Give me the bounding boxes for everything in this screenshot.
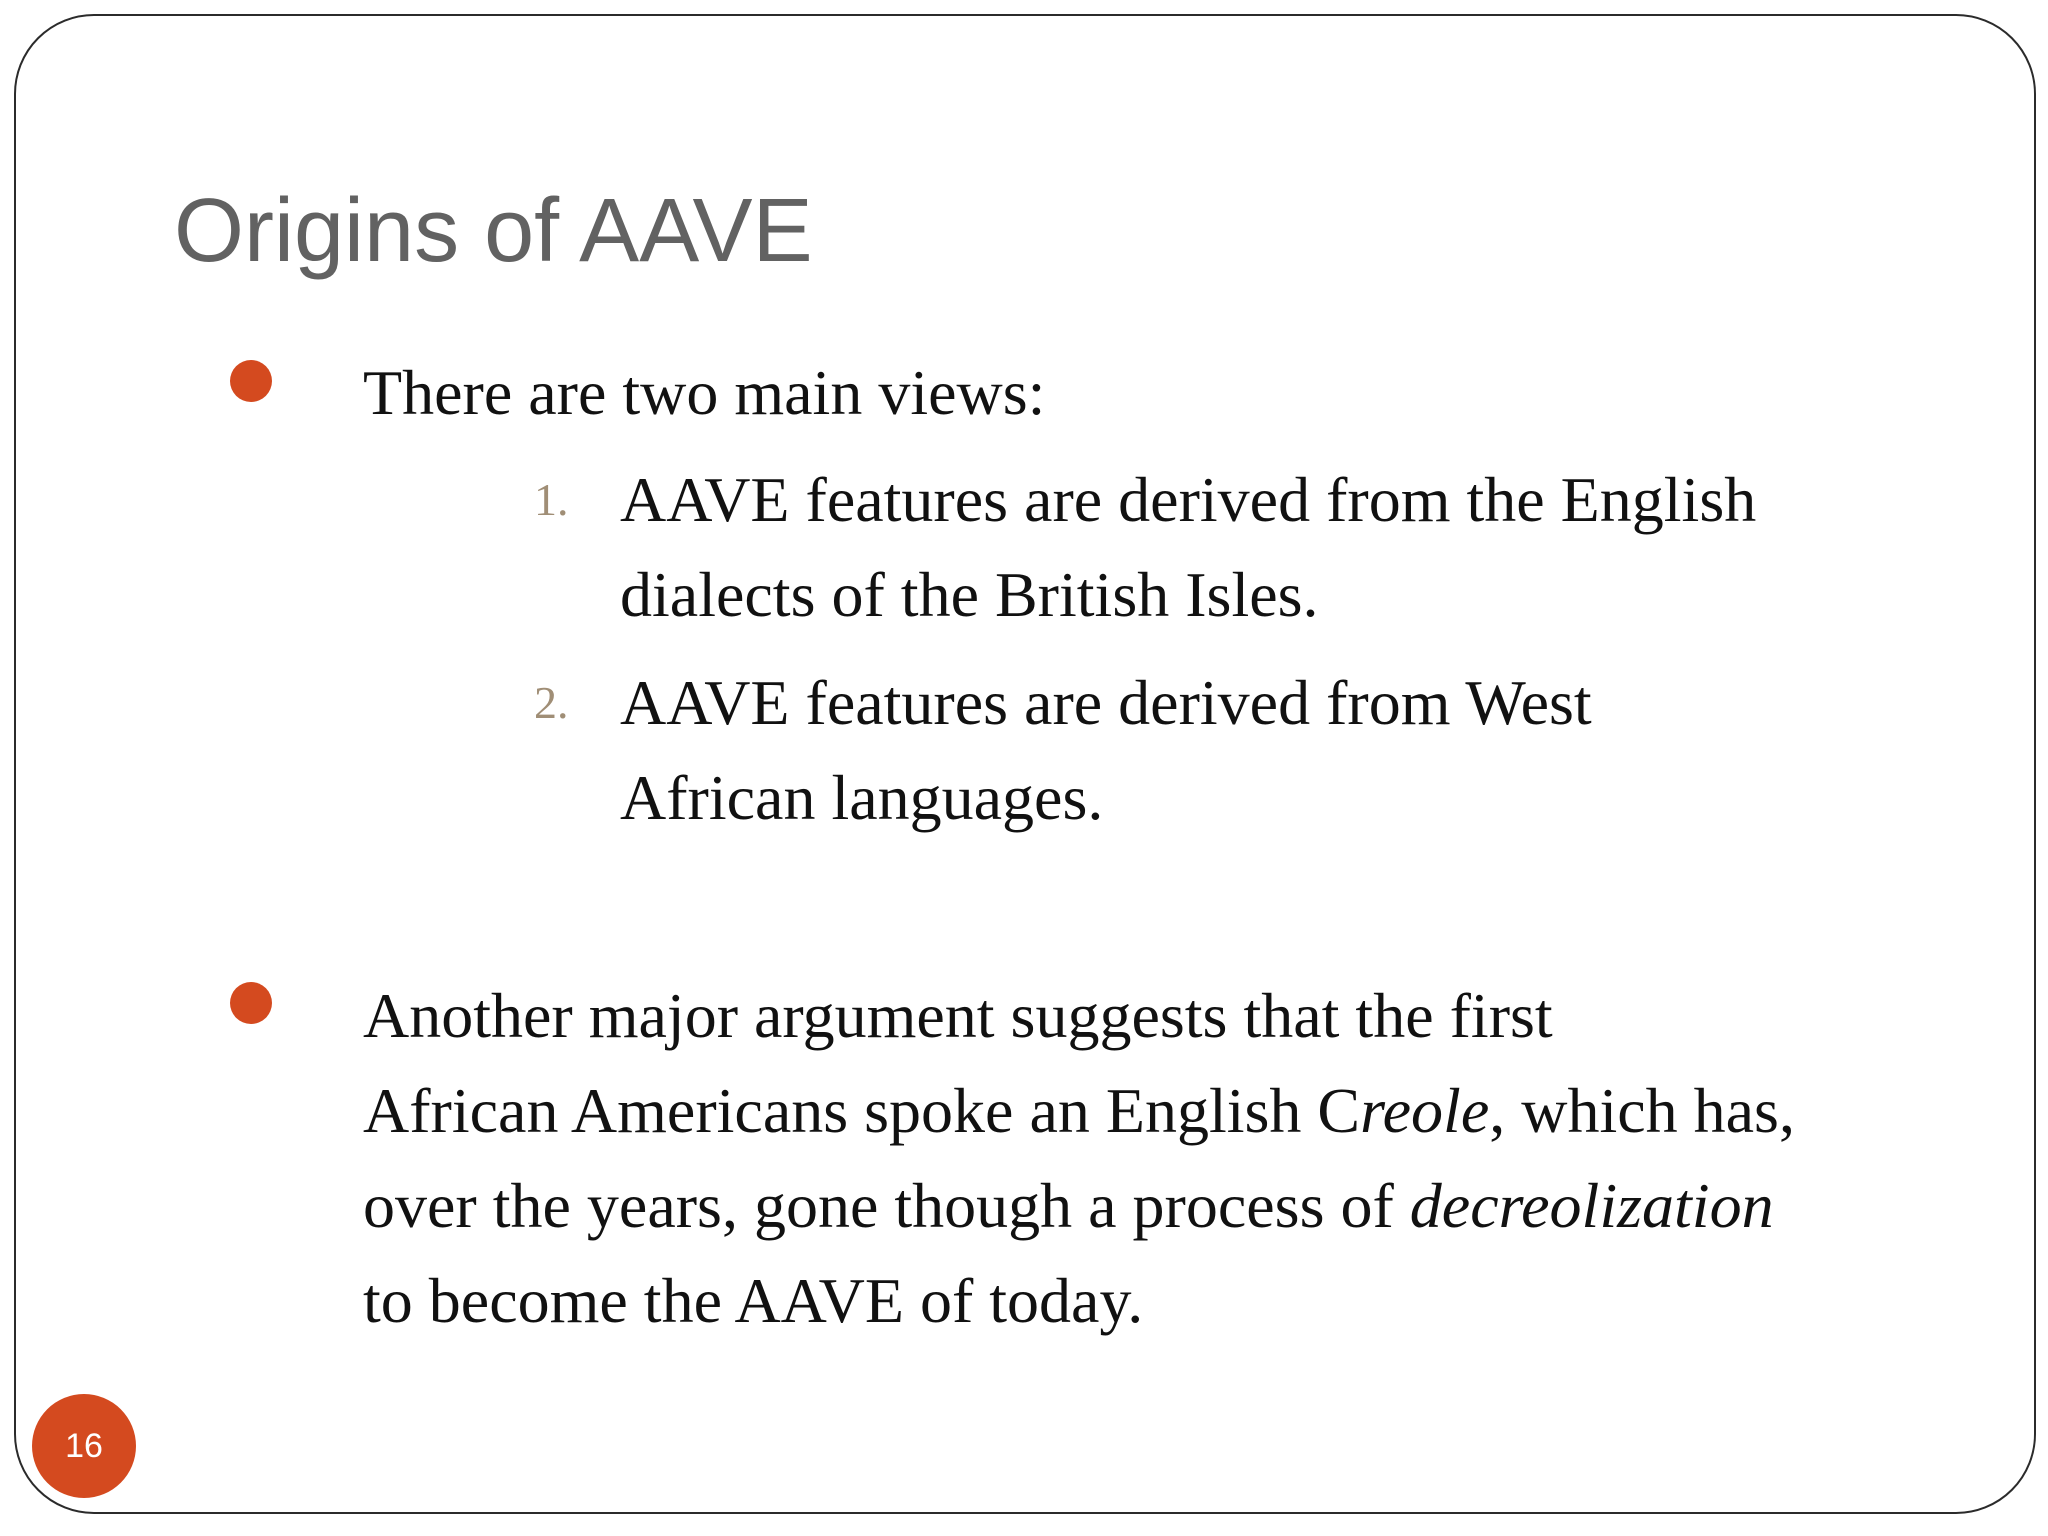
bullet-2-line-4: to become the AAVE of today. bbox=[363, 1265, 1144, 1336]
bullet-2-line-2 bbox=[363, 1063, 1795, 1158]
bullet-2-line-2-a: African Americans spoke an English C bbox=[363, 1075, 1361, 1146]
bullet-dot-1 bbox=[230, 360, 272, 402]
item-2-text bbox=[620, 655, 1592, 845]
item-1-line-2: dialects of the British Isles. bbox=[620, 559, 1319, 630]
bullet-2-line-2-c: , which has, bbox=[1489, 1075, 1795, 1146]
decreolization-emphasis: decreolization bbox=[1409, 1170, 1774, 1241]
item-1-text bbox=[620, 452, 1756, 642]
bullet-2-line-1: Another major argument suggests that the first bbox=[363, 980, 1553, 1051]
creole-emphasis: reole bbox=[1360, 1075, 1490, 1146]
bullet-2-text bbox=[363, 968, 1795, 1348]
bullet-1-line: There are two main views: bbox=[363, 357, 1046, 428]
slide-title: Origins of AAVE bbox=[174, 181, 813, 281]
bullet-2-line-3-a: over the years, gone though a process of bbox=[363, 1170, 1410, 1241]
item-2-number: 2. bbox=[534, 677, 569, 728]
page-number-badge: 16 bbox=[32, 1394, 136, 1498]
item-1-number: 1. bbox=[534, 474, 569, 525]
bullet-1-text bbox=[363, 345, 1045, 440]
item-2-line-2: African languages. bbox=[620, 762, 1104, 833]
item-1-line-1: AAVE features are derived from the English bbox=[620, 464, 1757, 535]
item-2-line-1: AAVE features are derived from West bbox=[620, 667, 1592, 738]
bullet-2-line-3 bbox=[363, 1158, 1795, 1253]
bullet-dot-2 bbox=[230, 982, 272, 1024]
